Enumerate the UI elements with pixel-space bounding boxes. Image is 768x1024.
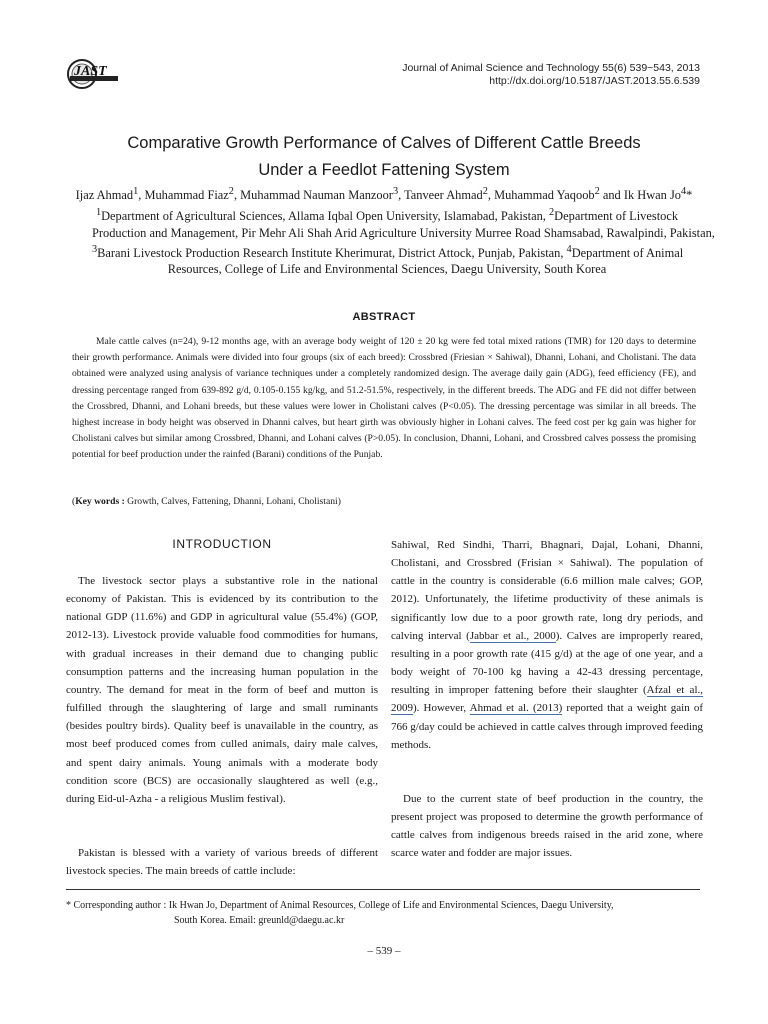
introduction-paragraph-3 (391, 536, 703, 754)
author-affiliation-marker: 2 (228, 186, 234, 197)
author-name: Tanveer Ahmad (404, 188, 483, 203)
author-affiliation-marker: 1 (133, 186, 139, 197)
affiliation-marker: 4 (566, 244, 572, 255)
author-separator: , (487, 188, 495, 203)
author-affiliation-marker: 3 (392, 186, 399, 197)
journal-citation: Journal of Animal Science and Technology 55(6) 539~543, 2013 (402, 62, 700, 74)
citation-link-jabbar[interactable]: Jabbar et al., 2000 (469, 629, 556, 642)
author-affiliation-marker: 2 (594, 186, 600, 197)
author-separator: * (686, 188, 693, 203)
keywords-list: Growth, Calves, Fattening, Dhanni, Lohani, Cholistani (127, 496, 338, 507)
introduction-paragraph-4: Due to the current state of beef production in the country, the present project was proposed to determine the growth performance of cattle calves from indigenous breeds raised in the arid zone, where scarce water and fodder are major issues. (391, 793, 703, 860)
affiliation-text: Department of Livestock (554, 209, 679, 224)
author-name: Muhammad Yaqoob (494, 188, 595, 203)
paragraph-text: ). However, (413, 702, 470, 715)
author-name: Ik Hwan Jo (623, 188, 681, 203)
affiliation-line-4: Resources, College of Life and Environmental Sciences, Daegu University, South Korea (167, 262, 607, 276)
affiliation-marker: 1 (95, 207, 102, 218)
abstract-body: Male cattle calves (n=24), 9-12 months age, with an average body weight of 120 ± 20 kg were fed total mixed rations (TMR) for 120 days to determine their growth performance. Animals were divided into four groups (six of each breed): Crossbred (Friesian × Sahiwal), Dhanni, Lohani, and Cholistani. The data obtained were analyzed using analysis of variance techniques under a completely randomized design. The average daily gain (ADG), feed efficiency (FE), and dressing percentage ranged from 639-892 g/d, 0.105-0.155 kg/kg, and 51.2-51.5%, respectively, in the different breeds. The ADG and FE did not differ between the Crossbred, Dhanni, and Lohani breeds, but these values were lower in Cholistani calves (P<0.05). The dressing percentage was similar in all breeds. The highest increase in body height was observed in Dhanni calves, but heart girth was obviously higher in Lohani calves. The feed cost per kg gain was higher for Cholistani calves but similar among Crossbred, Dhanni, and Lohani calves (P>0.05). In conclusion, Dhanni, Lohani, and Crossbred calves possess the promising potential for beef production under the rainfed (Barani) conditions of the Punjab. (72, 336, 696, 461)
affiliation-line-3 (92, 244, 682, 261)
author-name: Ijaz Ahmad (75, 188, 134, 203)
affiliation-text: Barani Livestock Production Research Institute Kherimurat, District Attock, Punjab, Pakistan, (97, 246, 567, 261)
affiliation-text: Department of Animal (571, 246, 684, 261)
affiliation-marker: 3 (92, 244, 98, 255)
jast-logo-icon (64, 56, 122, 92)
paragraph-text: ). Calves are improperly reared, resulting in a poor growth rate (415 g/d) at the age of one year, and a body weight of 70-100 kg having a 42-43 dressing percentage, resulting in improper fattening before their slaughter ( (391, 629, 704, 697)
author-separator: , (398, 188, 405, 203)
footnote-divider (66, 889, 700, 890)
footnote-line-1: * Corresponding author : Ik Hwan Jo, Department of Animal Resources, College of Life and Environmental Sciences, Daegu University, (66, 900, 614, 911)
citation-link-afzal[interactable]: Afzal et al., 2009 (391, 684, 703, 715)
author-separator: , (138, 188, 145, 203)
introduction-heading: INTRODUCTION (172, 537, 272, 551)
introduction-paragraph-1: The livestock sector plays a substantive role in the national economy of Pakistan. This is evidenced by its contribution to the national GDP (11.6%) and GDP in agricultural value (55.4%) (GOP, 2012-13). Livestock provide valuable food commodities for humans, with gradual increases in their demand due to changing public consumption patterns and the increasing human population in the country. The demand for meat in the form of beef and mutton is fulfilled through the slaughtering of large and small ruminants (besides poultry birds). Quality beef is unavailable in the country, as most beef produced comes from culled animals, dairy male calves, and spent dairy animals. Young animals with a moderate body condition score (BCS) are occasionally slaughtered as well (e.g., during Eid-ul-Azha - a religious Muslim festival). (66, 575, 378, 805)
paragraph-text: reported that a weight gain of 766 g/day could be achieved in cattle calves through improved feeding methods. (391, 702, 703, 751)
keywords: (Key words : Growth, Calves, Fattening, Dhanni, Lohani, Cholistani) (72, 496, 341, 507)
author-separator: , (233, 188, 241, 203)
keywords-label: Key words : (75, 496, 125, 507)
citation-link-ahmad[interactable]: Ahmad et al. (2013) (469, 702, 563, 715)
footnote-line-2: South Korea. Email: greunld@daegu.ac.kr (174, 915, 345, 926)
affiliation-text: Department of Agricultural Sciences, Allama Iqbal Open University, Islamabad, Pakistan, (101, 209, 549, 224)
introduction-paragraph-2: Pakistan is blessed with a variety of various breeds of different livestock species. The main breeds of cattle include: (66, 847, 378, 878)
author-list (64, 186, 704, 203)
author-affiliation-marker: 2 (482, 186, 488, 197)
author-affiliation-marker: 4 (681, 186, 687, 197)
author-name: Muhammad Fiaz (144, 188, 229, 203)
abstract-heading: ABSTRACT (352, 311, 416, 323)
journal-logo (64, 56, 122, 92)
corresponding-author-footnote (66, 898, 700, 928)
page-number: – 539 – (367, 945, 401, 957)
logo-text: JAST (74, 64, 107, 79)
author-separator: and (599, 188, 624, 203)
doi-link[interactable]: http://dx.doi.org/10.5187/JAST.2013.55.6.539 (489, 75, 700, 87)
article-title-line-1: Comparative Growth Performance of Calves of Different Cattle Breeds (127, 134, 641, 152)
paragraph-text: Sahiwal, Red Sindhi, Tharri, Bhagnari, Dajal, Lohani, Dhanni, Cholistani, and Crossbred (Frisian × Sahiwal). The population of cattle in the country is considerable (6.6 million male calves; GOP, 2012). Unfortunately, the lifetime productivity of these animals is significantly low due to a poor growth rate, long dry periods, and calving interval ( (391, 539, 703, 642)
affiliation-line-1 (92, 207, 682, 224)
affiliation-marker: 2 (549, 207, 555, 218)
author-name: Muhammad Nauman Manzoor (240, 188, 393, 203)
affiliation-line-2: Production and Management, Pir Mehr Ali Shah Arid Agriculture University Murree Road Shamsabad, Rawalpindi, Pakistan, (92, 226, 715, 240)
article-title-line-2: Under a Feedlot Fattening System (258, 161, 510, 179)
